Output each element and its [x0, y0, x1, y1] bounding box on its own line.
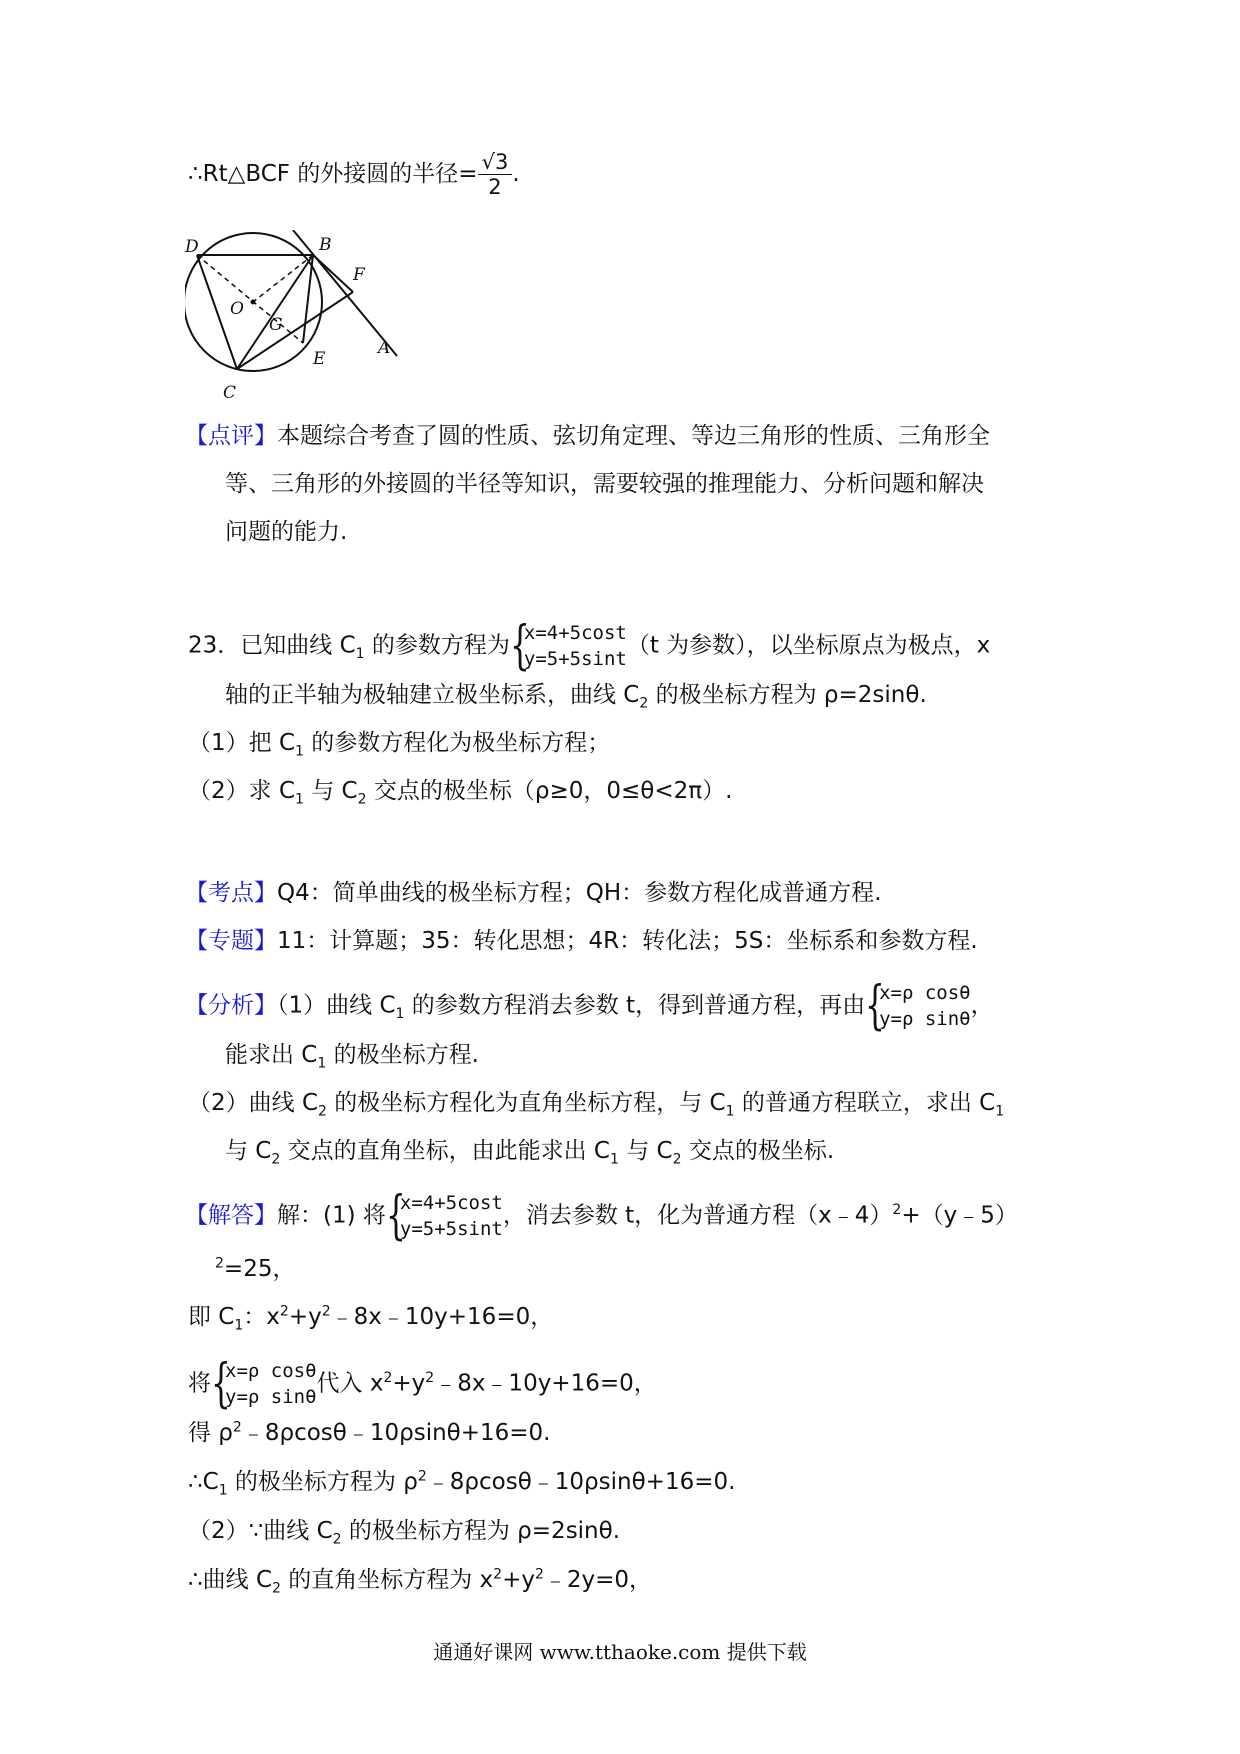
jieda-l1a: 解：(1) 将: [277, 1202, 386, 1229]
zhuanti-text: 11：计算题；35：转化思想；4R：转化法；5S：坐标系和参数方程.: [277, 928, 978, 954]
jieda-line7: [188, 1516, 620, 1546]
fraction-denominator: 2: [488, 175, 502, 199]
sub: 1: [295, 743, 304, 760]
jieda-l3a: 即 C: [188, 1304, 235, 1330]
jieda-l5a: 得 ρ: [188, 1420, 233, 1446]
fenxi-l4d: 交点的极坐标.: [681, 1138, 835, 1164]
label-f: F: [353, 265, 365, 285]
param-system: [509, 616, 627, 676]
review-tag: 【点评】: [185, 423, 277, 449]
sub: 1: [395, 1006, 405, 1023]
sub: 2: [272, 1580, 281, 1597]
jieda-l3c: +y: [288, 1304, 322, 1330]
jieda-l8c: +y: [502, 1567, 535, 1593]
fenxi-l2b: 的极坐标方程.: [326, 1042, 479, 1068]
sub: 1: [995, 1103, 1005, 1120]
jieda-l4d: ﹣8x﹣10y+16=0，: [434, 1370, 657, 1397]
sub: 2: [672, 1151, 682, 1168]
zhuanti-tag: 【专题】: [185, 928, 277, 954]
fenxi-l4c: 与 C: [618, 1138, 673, 1164]
brace: {: [385, 1186, 406, 1246]
label-b: B: [319, 235, 332, 255]
result-line: [188, 150, 520, 199]
sup: 2: [215, 1255, 224, 1272]
jieda-line1: [185, 1186, 1018, 1246]
sub: 1: [218, 1482, 228, 1499]
jieda-line6: [188, 1467, 735, 1497]
sys-y: y=5+5sint: [523, 648, 627, 670]
brace: {: [211, 1354, 231, 1414]
review-text2: 等、三角形的外接圆的半径等知识，需要较强的推理能力、分析问题和解决: [225, 471, 984, 497]
label-d: D: [185, 237, 199, 257]
sys-x: x=ρ cosθ: [879, 982, 971, 1004]
brace: {: [865, 976, 885, 1036]
jieda-line3: [188, 1302, 553, 1332]
q2a: （2）求 C: [188, 778, 296, 804]
fenxi-tag: 【分析】: [185, 992, 277, 1019]
center-point: [251, 300, 256, 305]
jieda-l3d: ﹣8x﹣10y+16=0，: [330, 1304, 554, 1330]
problem-l2b: 的极坐标方程为 ρ=2sinθ.: [648, 682, 927, 708]
kaodian-tag: 【考点】: [185, 880, 277, 906]
sup: 2: [892, 1201, 902, 1218]
problem-l1b: 的参数方程为: [364, 632, 510, 659]
review-line1: [185, 421, 990, 451]
page-footer: 通通好课网 www.tthaoke.com 提供下载: [433, 1640, 807, 1664]
review-text1: 本题综合考查了圆的性质、弦切角定理、等边三角形的性质、三角形全: [277, 423, 990, 449]
q2c: 交点的极坐标（ρ≥0，0≤θ<2π）.: [366, 778, 733, 804]
sys-x: x=4+5cost: [523, 622, 627, 644]
jieda-l1c: +（y﹣5）: [901, 1202, 1018, 1229]
fenxi-line3: [188, 1088, 1004, 1118]
jieda-line8: [188, 1565, 652, 1595]
jieda-l7b: 的极坐标方程为 ρ=2sinθ.: [341, 1518, 621, 1544]
fenxi-l1a: （1）曲线 C: [277, 992, 396, 1019]
problem-line2: [225, 680, 927, 710]
sys-y: y=5+5sint: [399, 1218, 503, 1240]
label-g: G: [269, 315, 283, 335]
sys-y: y=ρ sinθ: [225, 1386, 317, 1408]
sup: 2: [534, 1566, 544, 1583]
kaodian-text: Q4：简单曲线的极坐标方程；QH：参数方程化成普通方程.: [277, 880, 882, 906]
jieda-l3b: ：x: [243, 1304, 280, 1330]
jieda-line2: [215, 1254, 295, 1284]
question-2: [188, 776, 732, 806]
fenxi-l1b: 的参数方程消去参数 t，得到普通方程，再由: [404, 992, 866, 1019]
sys-x: x=4+5cost: [399, 1192, 503, 1214]
fenxi-l1c: ，: [970, 992, 994, 1019]
jieda-l8b: 的直角坐标方程为 x: [280, 1567, 494, 1593]
sub: 2: [357, 791, 367, 808]
problem-l1a: 23．已知曲线 C: [188, 632, 356, 659]
fenxi-line4: [225, 1136, 834, 1166]
fenxi-l2a: 能求出 C: [225, 1042, 318, 1068]
fenxi-line2: [225, 1040, 479, 1070]
jieda-l6a: ∴C: [188, 1469, 219, 1495]
sub: 1: [355, 646, 365, 663]
zhuanti-line: [185, 926, 978, 956]
review-line3: [225, 517, 347, 547]
polar-system-2: [211, 1354, 317, 1414]
sup: 2: [279, 1303, 289, 1320]
label-a: A: [378, 338, 391, 358]
fenxi-l4b: 交点的直角坐标，由此能求出 C: [280, 1138, 610, 1164]
question-1: [188, 728, 610, 758]
jieda-l4b: 代入 x: [316, 1370, 384, 1397]
result-prefix: ∴Rt△BCF 的外接圆的半径=: [188, 161, 478, 187]
sub: 1: [234, 1317, 244, 1334]
label-e: E: [313, 349, 326, 369]
param-system-2: [385, 1186, 503, 1246]
sub: 1: [725, 1103, 735, 1120]
jieda-tag: 【解答】: [185, 1202, 277, 1229]
fenxi-l4a: 与 C: [225, 1138, 272, 1164]
sub: 1: [295, 791, 304, 808]
polar-system: [865, 976, 971, 1036]
fenxi-l3c: 的普通方程联立，求出 C: [734, 1090, 996, 1116]
sub: 2: [332, 1531, 342, 1548]
jieda-l2a: =25，: [223, 1256, 296, 1282]
jieda-l8a: ∴曲线 C: [188, 1567, 273, 1593]
problem-l2a: 轴的正半轴为极轴建立极坐标系，曲线 C: [225, 682, 640, 708]
problem-line1: [188, 616, 991, 676]
fenxi-l3a: （2）曲线 C: [188, 1090, 319, 1116]
review-line2: [225, 469, 984, 499]
sup: 2: [383, 1369, 393, 1386]
fenxi-l3b: 的极坐标方程化为直角坐标方程，与 C: [326, 1090, 726, 1116]
review-text3: 问题的能力.: [225, 519, 348, 545]
sub: 1: [317, 1055, 327, 1072]
sub: 2: [639, 695, 649, 712]
sub: 2: [271, 1151, 281, 1168]
jieda-l6b: 的极坐标方程为 ρ: [227, 1469, 418, 1495]
jieda-l6c: ﹣8ρcosθ﹣10ρsinθ+16=0.: [426, 1469, 736, 1495]
sub: 2: [318, 1103, 327, 1120]
q2b: 与 C: [303, 778, 358, 804]
result-suffix: .: [512, 161, 520, 187]
sup: 2: [321, 1303, 331, 1320]
jieda-l8d: ﹣2y=0，: [543, 1567, 653, 1593]
jieda-line4: [188, 1354, 657, 1414]
sup: 2: [425, 1369, 435, 1386]
brace: {: [509, 616, 530, 676]
sys-x: x=ρ cosθ: [225, 1360, 317, 1382]
problem-l1c: （t 为参数），以坐标原点为极点，x: [626, 632, 991, 659]
q1b: 的参数方程化为极坐标方程；: [303, 730, 611, 756]
sup: 2: [417, 1468, 427, 1485]
geometry-figure: [185, 230, 455, 410]
jieda-line5: [188, 1418, 551, 1448]
fraction-numerator: √3: [478, 150, 513, 175]
sup: 2: [232, 1419, 242, 1436]
fenxi-line1: [185, 976, 994, 1036]
jieda-l4a: 将: [188, 1370, 211, 1397]
jieda-l4c: +y: [392, 1370, 426, 1397]
fraction: [478, 150, 513, 199]
sup: 2: [493, 1566, 503, 1583]
segment-oc-dashed: [253, 255, 313, 302]
sub: 1: [609, 1151, 619, 1168]
jieda-l7a: （2）∵曲线 C: [188, 1518, 333, 1544]
sys-y: y=ρ sinθ: [879, 1008, 971, 1030]
jieda-l1b: ，消去参数 t，化为普通方程（x﹣4）: [502, 1202, 893, 1229]
kaodian-line: [185, 878, 881, 908]
label-o: O: [230, 299, 244, 319]
q1a: （1）把 C: [188, 730, 296, 756]
jieda-l5b: ﹣8ρcosθ﹣10ρsinθ+16=0.: [241, 1420, 551, 1446]
label-c: C: [223, 383, 237, 403]
